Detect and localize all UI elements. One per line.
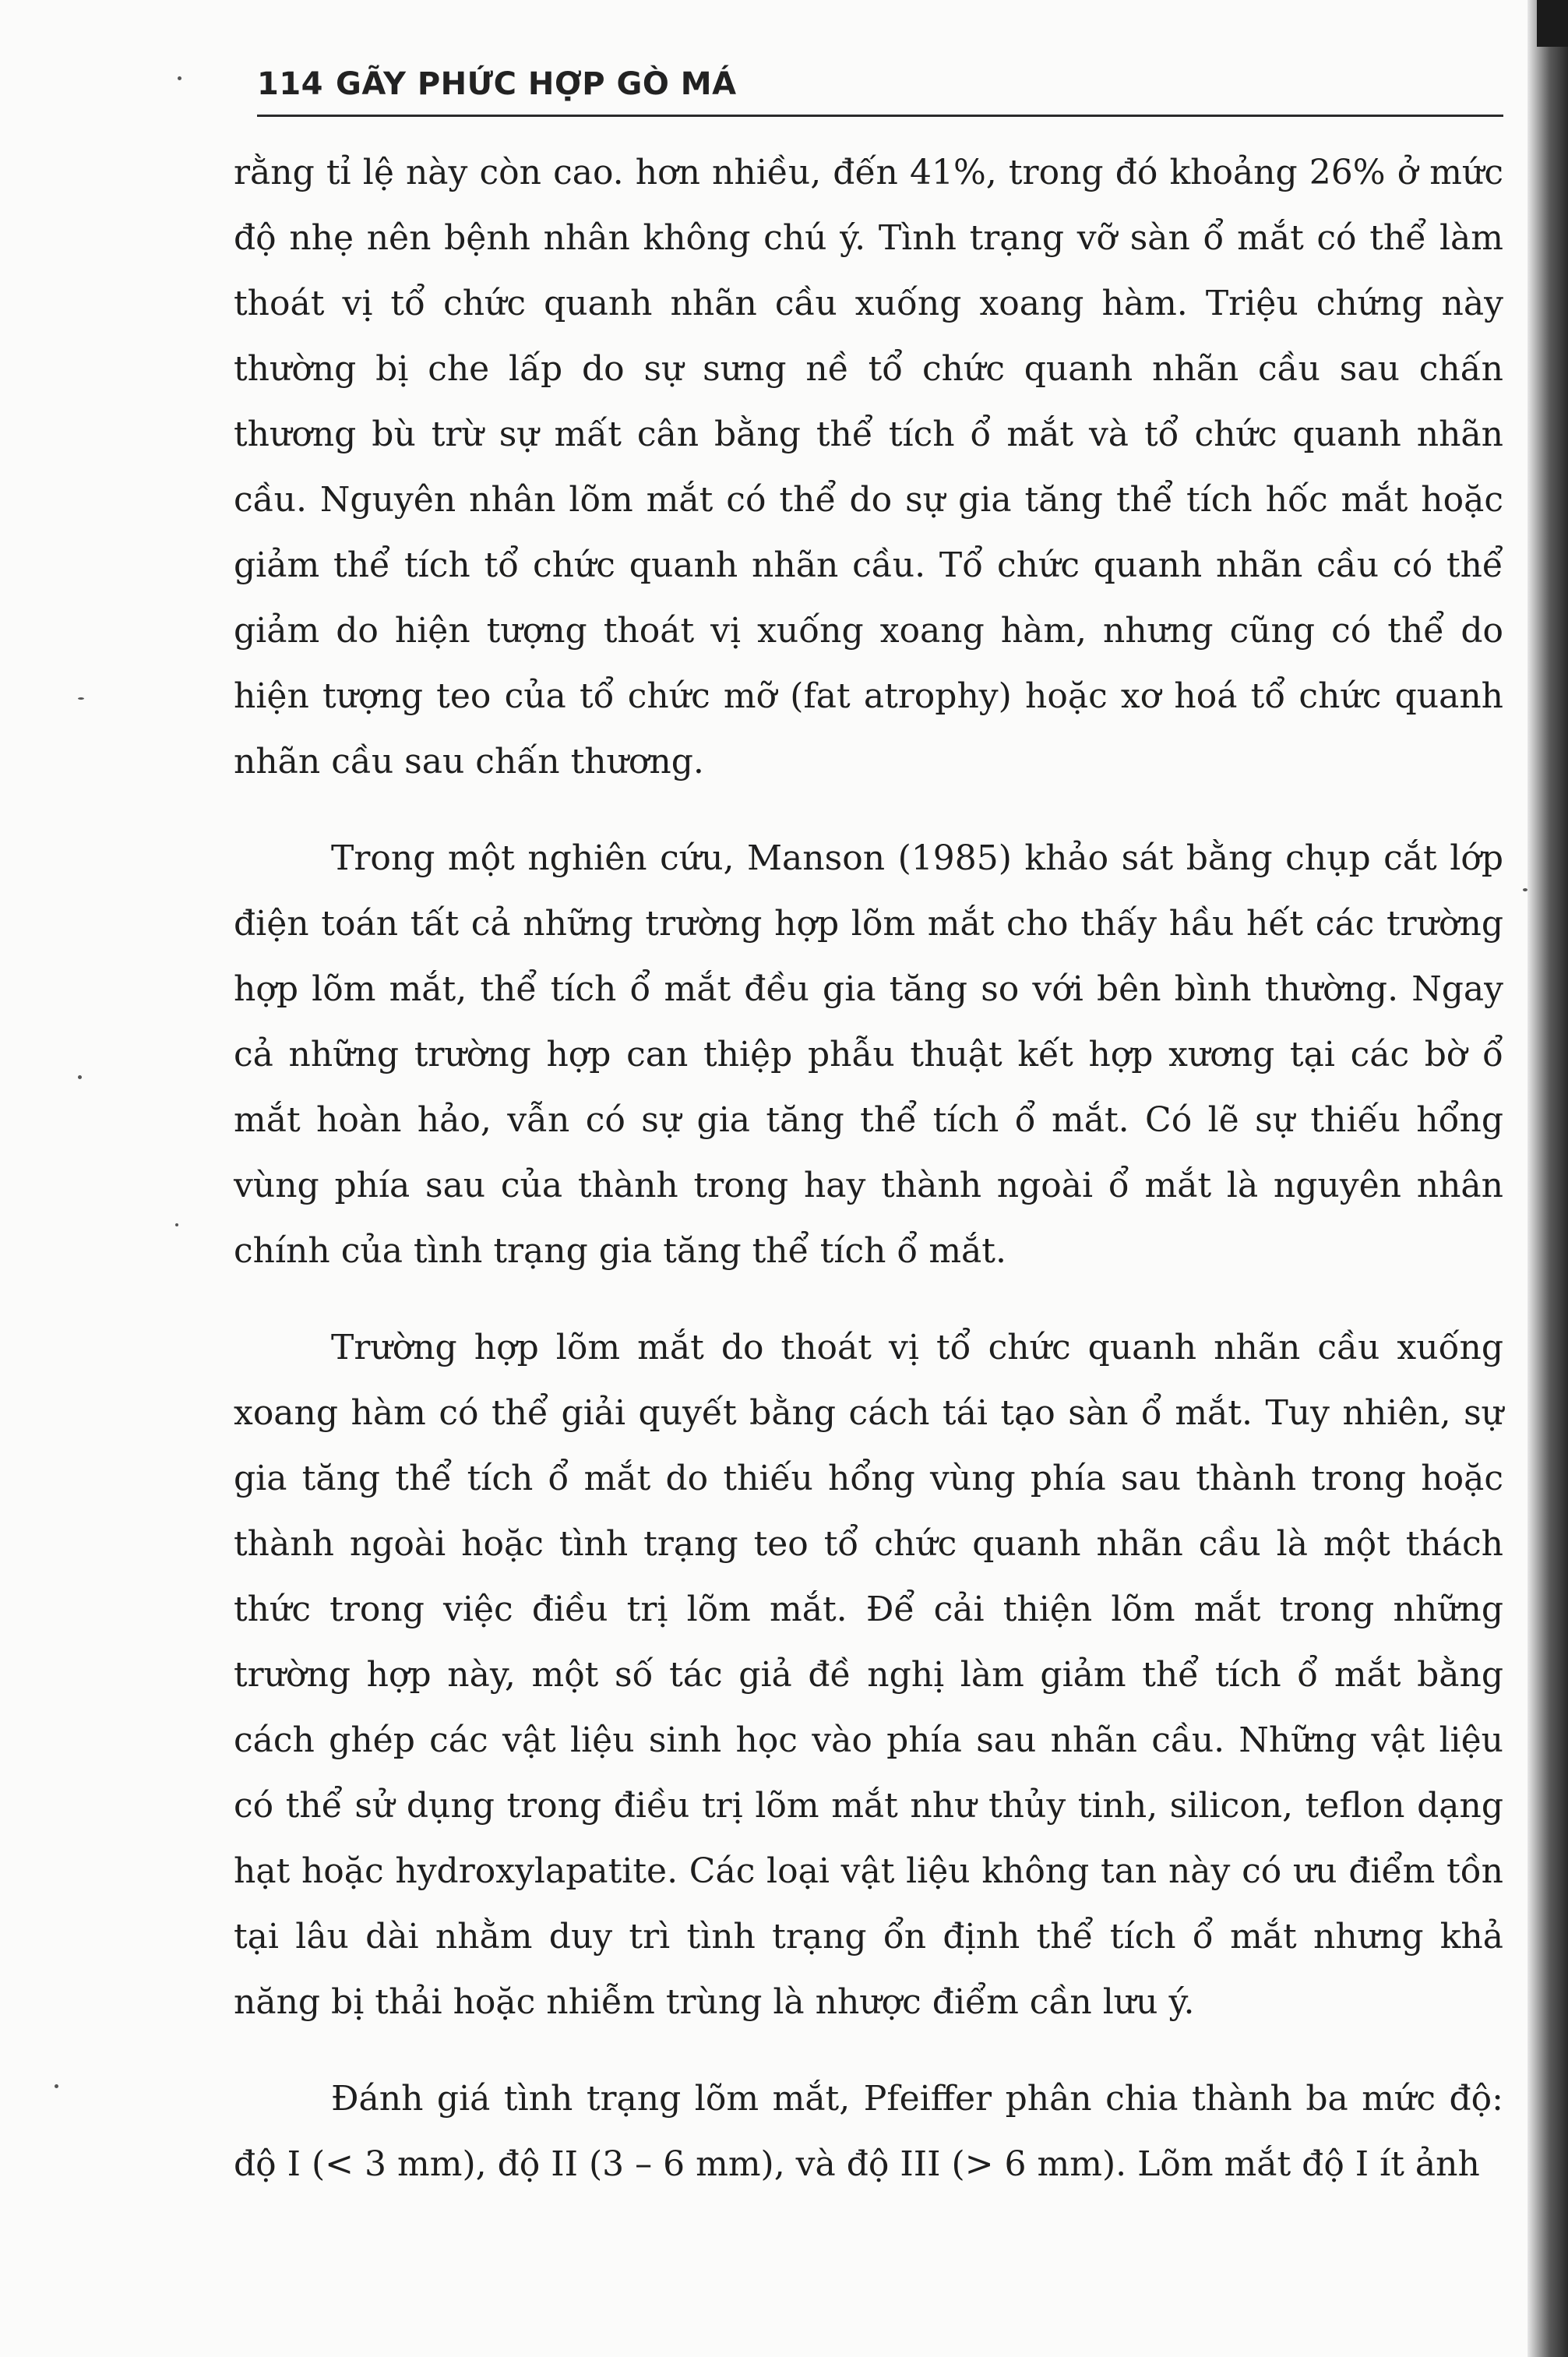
page-number: 114 bbox=[257, 66, 323, 102]
body-text bbox=[234, 140, 1503, 2197]
chapter-title: GÃY PHỨC HỢP GÒ MÁ bbox=[336, 66, 737, 102]
paragraph: rằng tỉ lệ này còn cao. hơn nhiều, đến 41%, trong đó khoảng 26% ở mức độ nhẹ nên bệnh nhân không chú ý. Tình trạng vỡ sàn ổ mắt có thể làm thoát vị tổ chức quanh nhãn cầu xuống xoang hàm. Triệu chứng này thường bị che lấp do sự sưng nề tổ chức quanh nhãn cầu sau chấn thương bù trừ sự mất cân bằng thể tích ổ mắt và tổ chức quanh nhãn cầu. Nguyên nhân lõm mắt có thể do sự gia tăng thể tích hốc mắt hoặc giảm thể tích tổ chức quanh nhãn cầu. Tổ chức quanh nhãn cầu có thể giảm do hiện tượng thoát vị xuống xoang hàm, nhưng cũng có thể do hiện tượng teo của tổ chức mỡ (fat atrophy) hoặc xơ hoá tổ chức quanh nhãn cầu sau chấn thương. bbox=[234, 153, 1503, 782]
scan-speck bbox=[55, 2084, 58, 2088]
paragraph: Trong một nghiên cứu, Manson (1985) khảo sát bằng chụp cắt lớp điện toán tất cả những trường hợp lõm mắt cho thấy hầu hết các trường hợp lõm mắt, thể tích ổ mắt đều gia tăng so với bên bình thường. Ngay cả những trường hợp can thiệp phẫu thuật kết hợp xương tại các bờ ổ mắt hoàn hảo, vẫn có sự gia tăng thể tích ổ mắt. Có lẽ sự thiếu hổng vùng phía sau của thành trong hay thành ngoài ổ mắt là nguyên nhân chính của tình trạng gia tăng thể tích ổ mắt. bbox=[234, 838, 1503, 1271]
page-binding-shadow bbox=[1527, 0, 1568, 2357]
scan-speck bbox=[1523, 888, 1527, 891]
running-header bbox=[257, 53, 1503, 115]
scan-speck bbox=[178, 76, 181, 80]
paragraph: Đánh giá tình trạng lõm mắt, Pfeiffer phân chia thành ba mức độ: độ I (< 3 mm), độ II (3 – 6 mm), và độ III (> 6 mm). Lõm mắt độ I ít ảnh bbox=[234, 2079, 1503, 2184]
scan-edge bbox=[1537, 0, 1568, 47]
header-rule bbox=[257, 115, 1503, 117]
paragraph: Trường hợp lõm mắt do thoát vị tổ chức quanh nhãn cầu xuống xoang hàm có thể giải quyết bằng cách tái tạo sàn ổ mắt. Tuy nhiên, sự gia tăng thể tích ổ mắt do thiếu hổng vùng phía sau thành trong hoặc thành ngoài hoặc tình trạng teo tổ chức quanh nhãn cầu là một thách thức trong việc điều trị lõm mắt. Để cải thiện lõm mắt trong những trường hợp này, một số tác giả đề nghị làm giảm thể tích ổ mắt bằng cách ghép các vật liệu sinh học vào phía sau nhãn cầu. Những vật liệu có thể sử dụng trong điều trị lõm mắt như thủy tinh, silicon, teflon dạng hạt hoặc hydroxylapatite. Các loại vật liệu không tan này có ưu điểm tồn tại lâu dài nhằm duy trì tình trạng ổn định thể tích ổ mắt nhưng khả năng bị thải hoặc nhiễm trùng là nhược điểm cần lưu ý. bbox=[234, 1328, 1503, 2022]
scan-speck bbox=[175, 1223, 178, 1226]
scan-speck bbox=[78, 697, 84, 700]
scan-speck bbox=[78, 1075, 82, 1079]
